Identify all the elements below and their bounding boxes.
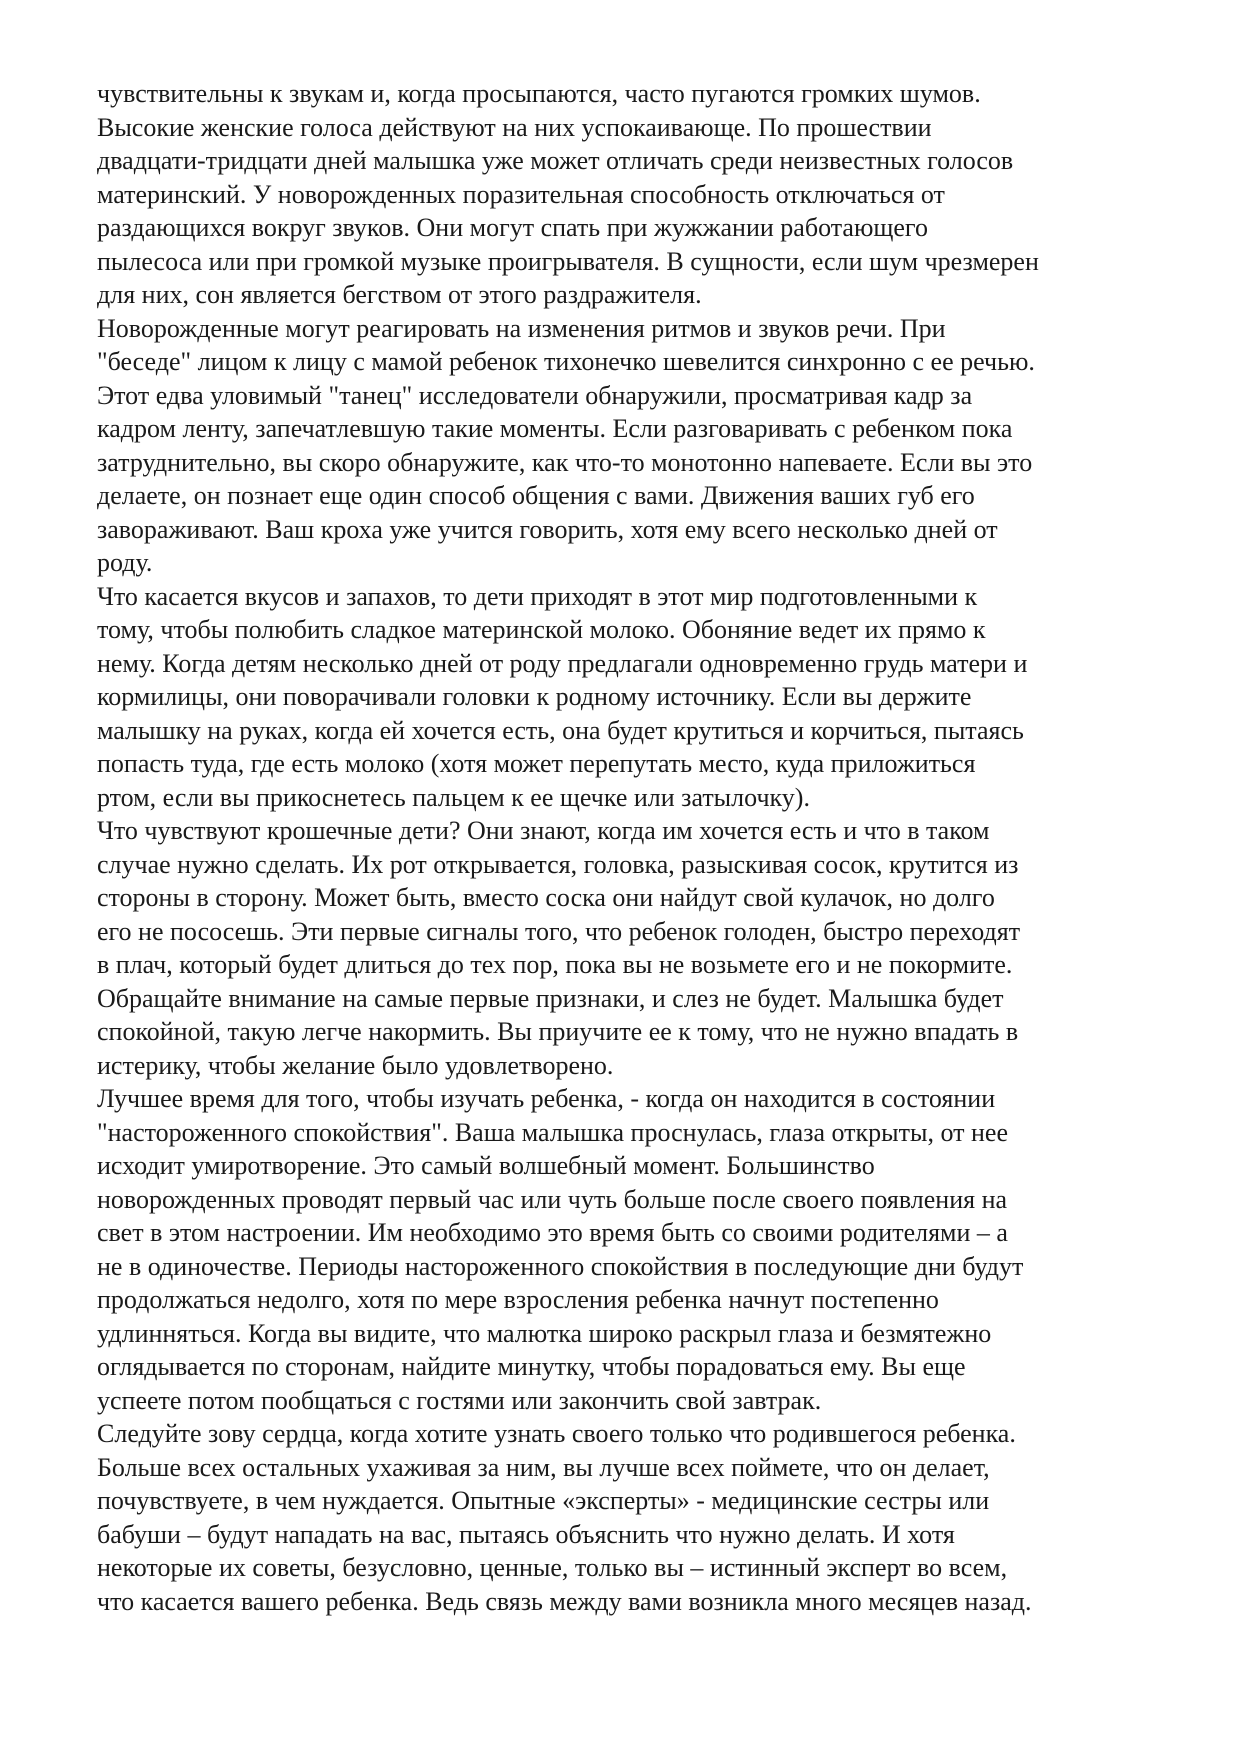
text-line: что касается вашего ребенка. Ведь связь между вами возникла много месяцев назад. [97, 1586, 1032, 1616]
text-line: исходит умиротворение. Это самый волшебный момент. Большинство [97, 1151, 875, 1180]
text-line: истерику, чтобы желание было удовлетворено. [97, 1050, 614, 1080]
text-line: материнский. У новорожденных поразительная способность отключаться от [97, 179, 945, 209]
text-line: Этот едва уловимый "танец" исследователи обнаружили, просматривая кадр за [97, 380, 973, 410]
text-line: стороны в сторону. Может быть, вместо соска они найдут свой кулачок, но долго [97, 883, 995, 912]
text-line: Новорожденные могут реагировать на изменения ритмов и звуков речи. При [97, 313, 946, 343]
text-line: нему. Когда детям несколько дней от роду предлагали одновременно грудь матери и [97, 648, 1028, 678]
text-line: делаете, он познает еще один способ общения с вами. Движения ваших губ его [97, 481, 975, 510]
text-line: "настороженного спокойствия". Ваша малышка проснулась, глаза открыты, от нее [97, 1117, 1008, 1147]
text-line: продолжаться недолго, хотя по мере взросления ребенка начнут постепенно [97, 1285, 939, 1314]
text-line: малышку на руках, когда ей хочется есть, она будет крутиться и корчиться, пытаясь [97, 715, 1024, 745]
text-line: свет в этом настроении. Им необходимо это время быть со своими родителями – а [97, 1218, 1008, 1247]
text-line: чувствительны к звукам и, когда просыпаются, часто пугаются громких шумов. [97, 79, 981, 108]
text-line: двадцати-тридцати дней малышка уже может отличать среди неизвестных голосов [97, 146, 1014, 175]
text-line: его не пососешь. Эти первые сигналы того, что ребенок голоден, быстро переходят [97, 916, 1021, 946]
text-line: Лучшее время для того, чтобы изучать ребенка, - когда он находится в состоянии [97, 1084, 996, 1113]
text-line: пылесоса или при громкой музыке проигрывателя. В сущности, если шум чрезмерен [97, 246, 1039, 276]
text-line: для них, сон является бегством от этого раздражителя. [97, 280, 702, 309]
text-line: Следуйте зову сердца, когда хотите узнать своего только что родившегося ребенка. [97, 1419, 1016, 1448]
text-line: Что касается вкусов и запахов, то дети приходят в этот мир подготовленными к [97, 581, 978, 611]
text-line: Что чувствуют крошечные дети? Они знают, когда им хочется есть и что в таком [97, 816, 990, 845]
text-line: не в одиночестве. Периоды настороженного спокойствия в последующие дни будут [97, 1251, 1024, 1281]
text-line: успеете потом пообщаться с гостями или закончить свой завтрак. [97, 1385, 822, 1415]
text-line: бабуши – будут нападать на вас, пытаясь объяснить что нужно делать. И хотя [97, 1519, 955, 1549]
text-line: Высокие женские голоса действуют на них успокаивающе. По прошествии [97, 112, 932, 142]
text-line: попасть туда, где есть молоко (хотя может перепутать место, куда приложиться [97, 749, 976, 778]
text-line: случае нужно сделать. Их рот открывается, головка, разыскивая сосок, крутится из [97, 849, 1019, 879]
text-line: новорожденных проводят первый час или чуть больше после своего появления на [97, 1184, 1008, 1214]
text-line: спокойной, такую легче накормить. Вы приучите ее к тому, что не нужно впадать в [97, 1017, 1019, 1046]
text-line: удлинняться. Когда вы видите, что малютка широко раскрыл глаза и безмятежно [97, 1318, 992, 1348]
text-line: почувствуете, в чем нуждается. Опытные «эксперты» - медицинские сестры или [97, 1486, 990, 1515]
text-line: ртом, если вы прикоснетесь пальцем к ее щечке или затылочку). [97, 782, 810, 812]
text-line: роду. [97, 548, 153, 577]
text-line: затруднительно, вы скоро обнаружите, как что-то монотонно напеваете. Если вы это [97, 447, 1033, 477]
text-line: оглядывается по сторонам, найдите минутку, чтобы порадоваться ему. Вы еще [97, 1352, 966, 1381]
text-line: "беседе" лицом к лицу с мамой ребенок тихонечко шевелится синхронно с ее речью. [97, 347, 1035, 376]
text-line: в плач, который будет длиться до тех пор, пока вы не возьмете его и не покормите. [97, 950, 1013, 979]
text-line: раздающихся вокруг звуков. Они могут спать при жужжании работающего [97, 213, 928, 242]
text-line: кормилицы, они поворачивали головки к родному источнику. Если вы держите [97, 682, 972, 711]
document-body-text [97, 77, 1167, 1618]
text-line: Больше всех остальных ухаживая за ним, вы лучше всех поймете, что он делает, [97, 1452, 990, 1482]
text-line: некоторые их советы, безусловно, ценные, только вы – истинный эксперт во всем, [97, 1553, 1008, 1582]
text-line: Обращайте внимание на самые первые признаки, и слез не будет. Малышка будет [97, 983, 1004, 1013]
text-line: кадром ленту, запечатлевшую такие моменты. Если разговаривать с ребенком пока [97, 414, 1013, 443]
text-line: завораживают. Ваш кроха уже учится говорить, хотя ему всего несколько дней от [97, 514, 998, 544]
text-line: тому, чтобы полюбить сладкое материнской молоко. Обоняние ведет их прямо к [97, 615, 986, 644]
